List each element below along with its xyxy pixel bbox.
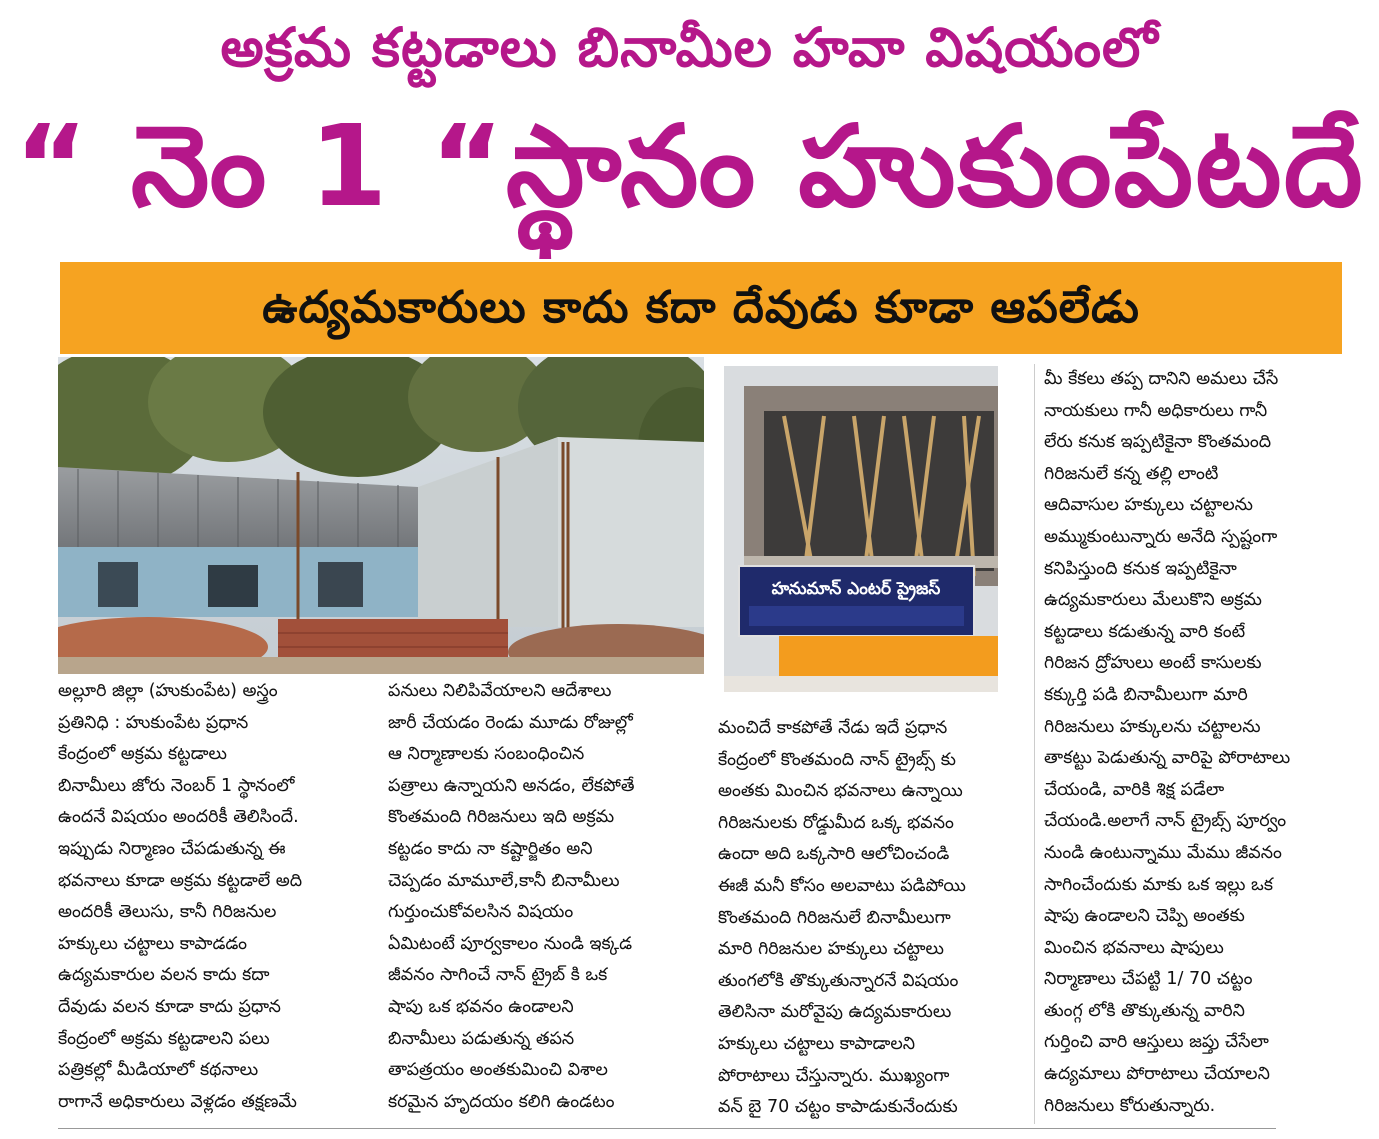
article-column-2: పనులు నిలిపివేయాలని ఆదేశాలు జారీ చేయడం రెండు మూడు రోజుల్లో ఆ నిర్మాణాలకు సంబంధించిన పత్రాలు ఉన్నాయని అనడం, లేకపోతే కొంతమంది గిరిజనులు ఇది అక్రమ కట్టడం కాదు నా కష్టార్జితం అని చెప్పడం మామూలే,కానీ బినామీలు గుర్తుంచుకోవలసిన విషయం ఏమిటంటే పూర్వకాలం నుండి ఇక్కడ జీవనం సాగించే నాన్ ట్రైబ్ కి ఒక షాపు ఒక భవనం ఉండాలని బినామీలు పడుతున్న తపన తాపత్రయం అంతకుమించి విశాల కరమైన హృదయం కలిగి ఉండటం: [388, 681, 635, 1112]
construction-site-photo: [58, 357, 704, 674]
banner-text: ఉద్యమకారులు కాదు కదా దేవుడు కూడా ఆపలేడు: [262, 282, 1140, 333]
article-column-1: అల్లూరి జిల్లా (హుకుంపేట) అస్త్రం ప్రతినిధి : హుకుంపేట ప్రధాన కేంద్రంలో అక్రమ కట్టడాలు బినామీలు జోరు నెంబర్ 1 స్థానంలో ఉందనే విషయం అందరికీ తెలిసిందే. ఇప్పుడు నిర్మాణం చేపడుతున్న ఈ భవనాలు కూడా అక్రమ కట్టడాలే అది అందరికీ తెలుసు, కానీ గిరిజనుల హక్కులు చట్టాలు కాపాడడం ఉద్యమకారుల వలన కాదు కదా దేవుడు వలన కూడా కాదు ప్రధాన కేంద్రంలో అక్రమ కట్టడాలని పలు పత్రికల్లో మీడియాలో కథనాలు రాగానే అధికారులు వెళ్లడం తక్షణమే: [58, 681, 303, 1112]
shop-building-photo: [724, 366, 998, 692]
headline-kicker: అక్రమ కట్టడాలు బినామీల హవా విషయంలో: [220, 16, 1159, 79]
headline-main: “ నెం 1 “స్థానం హుకుంపేటదే: [14, 102, 1365, 232]
subheadline-banner: [60, 262, 1342, 354]
bottom-rule: [58, 1128, 1276, 1129]
shop-building-illustration: [724, 366, 998, 692]
shop-sign-text: హనుమాన్ ఎంటర్ ప్రైజస్: [771, 579, 941, 599]
column-divider: [1034, 364, 1035, 1124]
article-column-4: మీ కేకలు తప్ప దానిని అమలు చేసే నాయకులు గానీ అధికారులు గానీ లేరు కనుక ఇప్పటికైనా కొంతమంది గిరిజనులే కన్న తల్లి లాంటి ఆదివాసుల హక్కులు చట్టాలను అమ్ముకుంటున్నారు అనేది స్పష్టంగా కనిపిస్తుంది కనుక ఇప్పటికైనా ఉద్యమకారులు మేలుకొని అక్రమ కట్టడాలు కడుతున్న వారి కంటే గిరిజన ద్రోహులు అంటే కాసులకు కక్కుర్తి పడి బినామీలుగా మారి గిరిజనులు హక్కులను చట్టాలను తాకట్టు పెడుతున్న వారిపై పోరాటాలు చేయండి, వారికి శిక్ష పడేలా చేయండి.అలాగే నాన్ ట్రైబ్స్ పూర్వం నుండి ఉంటున్నాము మేము జీవనం సాగించేందుకు మాకు ఒక ఇల్లు ఒక షాపు ఉండాలని చెప్పి అంతకు మించిన భవనాలు షాపులు నిర్మాణాలు చేపట్టి 1/ 70 చట్టం తుంగ్గ లోకి తొక్కుతున్న వారిని గుర్తించి వారి ఆస్తులు జప్తు చేసేలా ఉద్యమాలు పోరాటాలు చేయాలని గిరిజనులు కోరుతున్నారు.: [1044, 369, 1291, 1116]
construction-site-illustration: [58, 357, 704, 674]
article-column-3: మంచిదే కాకపోతే నేడు ఇదే ప్రధాన కేంద్రంలో కొంతమంది నాన్ ట్రైబ్స్ కు అంతకు మించిన భవనాలు ఉన్నాయి గిరిజనులకు రోడ్డుమీద ఒక్క భవనం ఉందా అది ఒక్కసారి ఆలోచించండి ఈజీ మనీ కోసం అలవాటు పడిపోయి కొంతమంది గిరిజనులే బినామీలుగా మారి గిరిజనుల హక్కులు చట్టాలు తుంగలోకి తొక్కుతున్నారనే విషయం తెలిసినా మరోవైపు ఉద్యమకారులు హక్కులు చట్టాలు కాపాడాలని పోరాటాలు చేస్తున్నారు. ముఖ్యంగా వన్ బై 70 చట్టం కాపాడుకునేందుకు: [718, 718, 966, 1118]
